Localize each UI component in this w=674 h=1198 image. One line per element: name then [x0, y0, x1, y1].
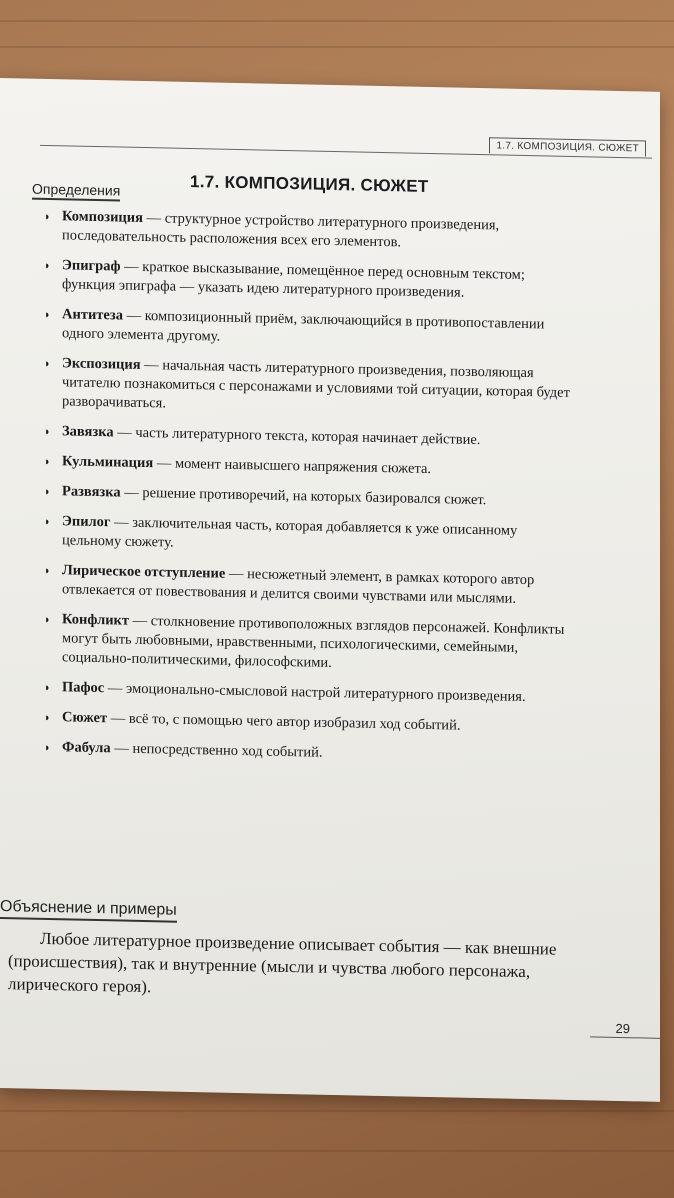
definitions-label: Определения: [32, 181, 120, 202]
definitions-list: [44, 207, 574, 779]
definition-text: — начальная часть литературного произведения, позволяющая читателю познакомиться с персонажами и условиями той ситуации, которая будет разворачиваться.: [62, 356, 570, 412]
definition-term: Завязка: [62, 423, 114, 441]
definition-item: [44, 708, 574, 738]
bullet-icon: ◗: [44, 711, 51, 725]
bullet-icon: ◗: [44, 308, 51, 322]
definition-item: [44, 561, 574, 610]
definition-term: Экспозиция: [62, 355, 141, 373]
definition-term: Антитеза: [62, 306, 123, 324]
definition-text: — композиционный приём, заключающийся в противопоставлении одного элемента другому.: [62, 307, 545, 345]
bullet-icon: ◗: [44, 259, 51, 273]
definition-item: [44, 678, 574, 708]
definition-text: — заключительная часть, которая добавляется к уже описанному цельному сюжету.: [62, 514, 518, 551]
definition-item: [44, 482, 574, 512]
bullet-icon: ◗: [44, 455, 51, 469]
definition-text: — непосредственно ход событий.: [110, 740, 323, 761]
definition-item: [44, 305, 574, 354]
definition-item: [44, 207, 574, 256]
running-head: 1.7. КОМПОЗИЦИЯ. СЮЖЕТ: [489, 140, 646, 154]
definition-text: — несюжетный элемент, в рамках которого автор отвлекается от повествования и делится своими чувствами или мыслями.: [62, 565, 535, 607]
definition-item: [44, 610, 574, 678]
definition-term: Развязка: [62, 483, 121, 501]
definition-term: Фабула: [62, 739, 111, 757]
definition-item: [44, 256, 574, 305]
definition-term: Кульминация: [62, 453, 154, 472]
definition-item: [44, 422, 574, 452]
definition-item: [44, 512, 574, 561]
definition-term: Сюжет: [62, 709, 108, 727]
definition-term: Эпилог: [62, 513, 111, 531]
bullet-icon: ◗: [44, 425, 51, 439]
definition-text: — момент наивысшего напряжения сюжета.: [153, 455, 432, 478]
definition-text: — часть литературного текста, которая начинает действие.: [113, 424, 481, 449]
definition-term: Лирическое отступление: [62, 562, 226, 582]
definition-item: [44, 738, 574, 768]
definition-text: — всё то, с помощью чего автор изобразил ход событий.: [107, 710, 461, 734]
body-paragraph: Любое литературное произведение описывает события — как внешние (происшествия), так и внутренние (мысли и чувства любого персонажа, лирического героя).: [8, 928, 557, 997]
bullet-icon: ◗: [44, 564, 51, 578]
definition-text: — краткое высказывание, помещённое перед основным текстом; функция эпиграфа — указать идею литературного произведения.: [62, 258, 525, 301]
bullet-icon: ◗: [44, 681, 51, 695]
explanation-label: Объяснение и примеры: [0, 898, 177, 923]
bullet-icon: ◗: [44, 741, 51, 755]
definition-term: Композиция: [62, 208, 143, 226]
page-number-rule: [590, 1036, 660, 1038]
definition-term: Эпиграф: [62, 257, 121, 275]
definition-item: [44, 452, 574, 482]
definition-text: — эмоционально-смысловой настрой литературного произведения.: [104, 680, 526, 706]
book-page: [0, 78, 660, 1102]
bullet-icon: ◗: [44, 485, 51, 499]
definition-text: — структурное устройство литературного произведения, последовательность расположения всех его элементов.: [62, 209, 500, 251]
page-title: 1.7. КОМПОЗИЦИЯ. СЮЖЕТ: [190, 171, 429, 196]
bullet-icon: ◗: [44, 515, 51, 529]
bullet-icon: ◗: [44, 613, 51, 627]
definition-term: Конфликт: [62, 611, 130, 629]
bullet-icon: ◗: [44, 357, 51, 371]
definition-text: — решение противоречий, на которых базировался сюжет.: [120, 484, 487, 509]
bullet-icon: ◗: [44, 210, 51, 224]
definition-text: — столкновение противоположных взглядов персонажей. Конфликты могут быть любовными, нравственными, психологическими, семейными, социально-политическими, философскими.: [62, 612, 565, 671]
page-number: 29: [615, 1020, 630, 1037]
definition-item: [44, 354, 574, 422]
definition-term: Пафос: [62, 679, 105, 697]
